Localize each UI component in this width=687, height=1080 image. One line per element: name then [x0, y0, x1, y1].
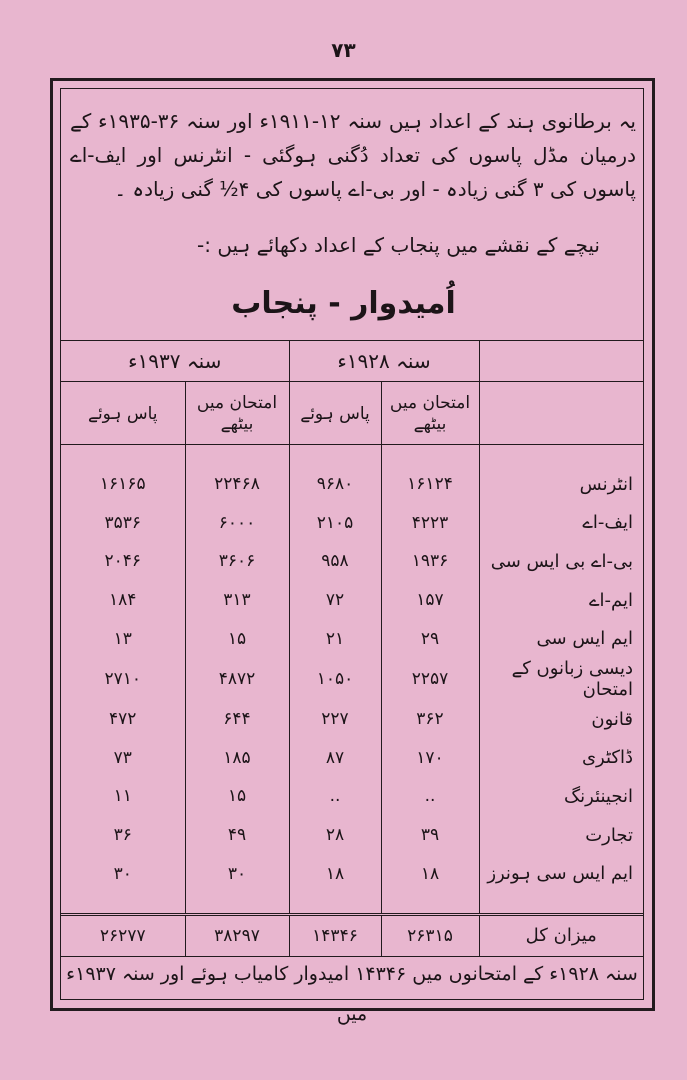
- cell-passed-1937: ۱۸۴: [109, 590, 137, 611]
- cell-passed-1937: ۳۶: [113, 825, 132, 846]
- cell-appeared-1928: ۱۵۷: [381, 581, 479, 620]
- cell-passed-1928: ۱۸: [289, 854, 381, 893]
- cell-passed-1937: ۱۳: [113, 628, 132, 649]
- cell-appeared-1928: ۲۹: [381, 619, 479, 658]
- table-row: [61, 619, 643, 658]
- cell-passed-1928: ..: [289, 777, 381, 816]
- table-row: [61, 816, 643, 855]
- cell-appeared-1937: ۶۴۴: [185, 700, 289, 739]
- cell-passed-1928: ۲۸: [289, 816, 381, 855]
- intro-note: نیچے کے نقشے میں پنجاب کے اعداد دکھائے ہیں :-: [197, 233, 600, 257]
- cell-passed-1937: ۴۷۲: [109, 709, 137, 730]
- cell-appeared-1928: ۲۲۵۷: [381, 658, 479, 700]
- cell-passed-1928: ۹۵۸: [289, 542, 381, 581]
- spacer-row: [61, 893, 643, 915]
- cell-appeared-1928: ۱۷۰: [381, 739, 479, 778]
- row-label: قانون: [479, 700, 643, 739]
- total-appeared-1937: ۳۸۲۹۷: [185, 914, 289, 956]
- statistics-table: [61, 340, 643, 957]
- table-row: [61, 739, 643, 778]
- row-label: ایم ایس سی: [479, 619, 643, 658]
- total-appeared-1928: ۲۶۳۱۵: [381, 914, 479, 956]
- spacer-row: [61, 445, 643, 466]
- cell-appeared-1928: ۱۶۱۲۴: [381, 465, 479, 504]
- total-passed-1937: ۲۶۲۷۷: [61, 914, 185, 956]
- table-row: [61, 465, 643, 504]
- cell-appeared-1937: ۱۵: [185, 619, 289, 658]
- total-passed-1928: ۱۴۳۴۶: [289, 914, 381, 956]
- subheader-appeared-1937: امتحان میں بیٹھے: [185, 382, 289, 445]
- table-title: اُمیدوار - پنجاب: [231, 286, 456, 321]
- subheader-passed-1928: پاس ہوئے: [289, 382, 381, 445]
- cell-appeared-1937: ۳۶۰۶: [185, 542, 289, 581]
- row-label: بی-اے بی ایس سی: [479, 542, 643, 581]
- subheader-row: [61, 382, 643, 445]
- cell-appeared-1928: ۱۸: [381, 854, 479, 893]
- row-label: ایف-اے: [479, 504, 643, 543]
- table-row: [61, 777, 643, 816]
- year-header-1928: سنہ ۱۹۲۸ء: [289, 341, 479, 382]
- table-row: [61, 700, 643, 739]
- cell-passed-1928: ۱۰۵۰: [289, 658, 381, 700]
- cell-appeared-1928: ..: [381, 777, 479, 816]
- cell-appeared-1928: ۳۹: [381, 816, 479, 855]
- row-label: ایم ایس سی ہونرز: [479, 854, 643, 893]
- row-label: ایم-اے: [479, 581, 643, 620]
- row-label: انٹرنس: [479, 465, 643, 504]
- total-label: میزان کل: [479, 914, 643, 956]
- total-row: [61, 914, 643, 956]
- cell-appeared-1937: ۴۹: [185, 816, 289, 855]
- year-header-1937: سنہ ۱۹۳۷ء: [61, 341, 289, 382]
- intro-paragraph: یہ برطانوی ہند کے اعداد ہیں سنہ ۱۲-۱۹۱۱ء اور سنہ ۳۶-۱۹۳۵ء کے درمیان مڈل پاسوں کی تعداد دُگنی ہوگئی - انٹرنس اور ایف-اے پاسوں کی ۳ گنی زیادہ - اور بی-اے پاسوں کی ۴½ گنی زیادہ ۔: [70, 109, 636, 201]
- footer-note: سنہ ۱۹۲۸ء کے امتحانوں میں ۱۴۳۴۶ امیدوار کامیاب ہوئے اور سنہ ۱۹۳۷ء میں: [66, 963, 638, 1025]
- cell-passed-1928: ۹۶۸۰: [289, 465, 381, 504]
- cell-appeared-1937: ۲۲۴۶۸: [185, 465, 289, 504]
- cell-passed-1928: ۷۲: [289, 581, 381, 620]
- cell-passed-1937: ۲۰۴۶: [104, 551, 142, 572]
- cell-appeared-1928: ۴۲۲۳: [381, 504, 479, 543]
- cell-appeared-1937: ۱۵: [185, 777, 289, 816]
- cell-passed-1937: ۷۳: [113, 747, 132, 768]
- cell-appeared-1937: ۴۸۷۲: [185, 658, 289, 700]
- cell-passed-1928: ۲۱۰۵: [289, 504, 381, 543]
- row-label: ڈاکٹری: [479, 739, 643, 778]
- cell-appeared-1937: ۳۰: [185, 854, 289, 893]
- table-row: [61, 542, 643, 581]
- row-label: تجارت: [479, 816, 643, 855]
- cell-passed-1937: ۳۰: [113, 863, 132, 884]
- label-column-header: [479, 341, 643, 382]
- cell-passed-1928: ۸۷: [289, 739, 381, 778]
- cell-appeared-1928: ۳۶۲: [381, 700, 479, 739]
- cell-passed-1928: ۲۲۷: [289, 700, 381, 739]
- subheader-passed-1937: پاس ہوئے: [61, 382, 185, 445]
- label-column-subheader: [479, 382, 643, 445]
- table-row: [61, 581, 643, 620]
- row-label: دیسی زبانوں کے امتحان: [479, 658, 643, 700]
- subheader-appeared-1928: امتحان میں بیٹھے: [381, 382, 479, 445]
- table-row: [61, 504, 643, 543]
- cell-appeared-1937: ۶۰۰۰: [185, 504, 289, 543]
- cell-appeared-1928: ۱۹۳۶: [381, 542, 479, 581]
- page-number: ۷۳: [331, 38, 356, 62]
- row-label: انجینئرنگ: [479, 777, 643, 816]
- table-row: [61, 854, 643, 893]
- table-row: [61, 658, 643, 700]
- cell-appeared-1937: ۱۸۵: [185, 739, 289, 778]
- year-header-row: [61, 341, 643, 382]
- cell-passed-1937: ۲۷۱۰: [104, 668, 142, 689]
- cell-appeared-1937: ۳۱۳: [185, 581, 289, 620]
- cell-passed-1937: ۳۵۳۶: [104, 512, 142, 533]
- cell-passed-1937: ۱۱: [113, 786, 132, 807]
- cell-passed-1937: ۱۶۱۶۵: [99, 474, 146, 495]
- cell-passed-1928: ۲۱: [289, 619, 381, 658]
